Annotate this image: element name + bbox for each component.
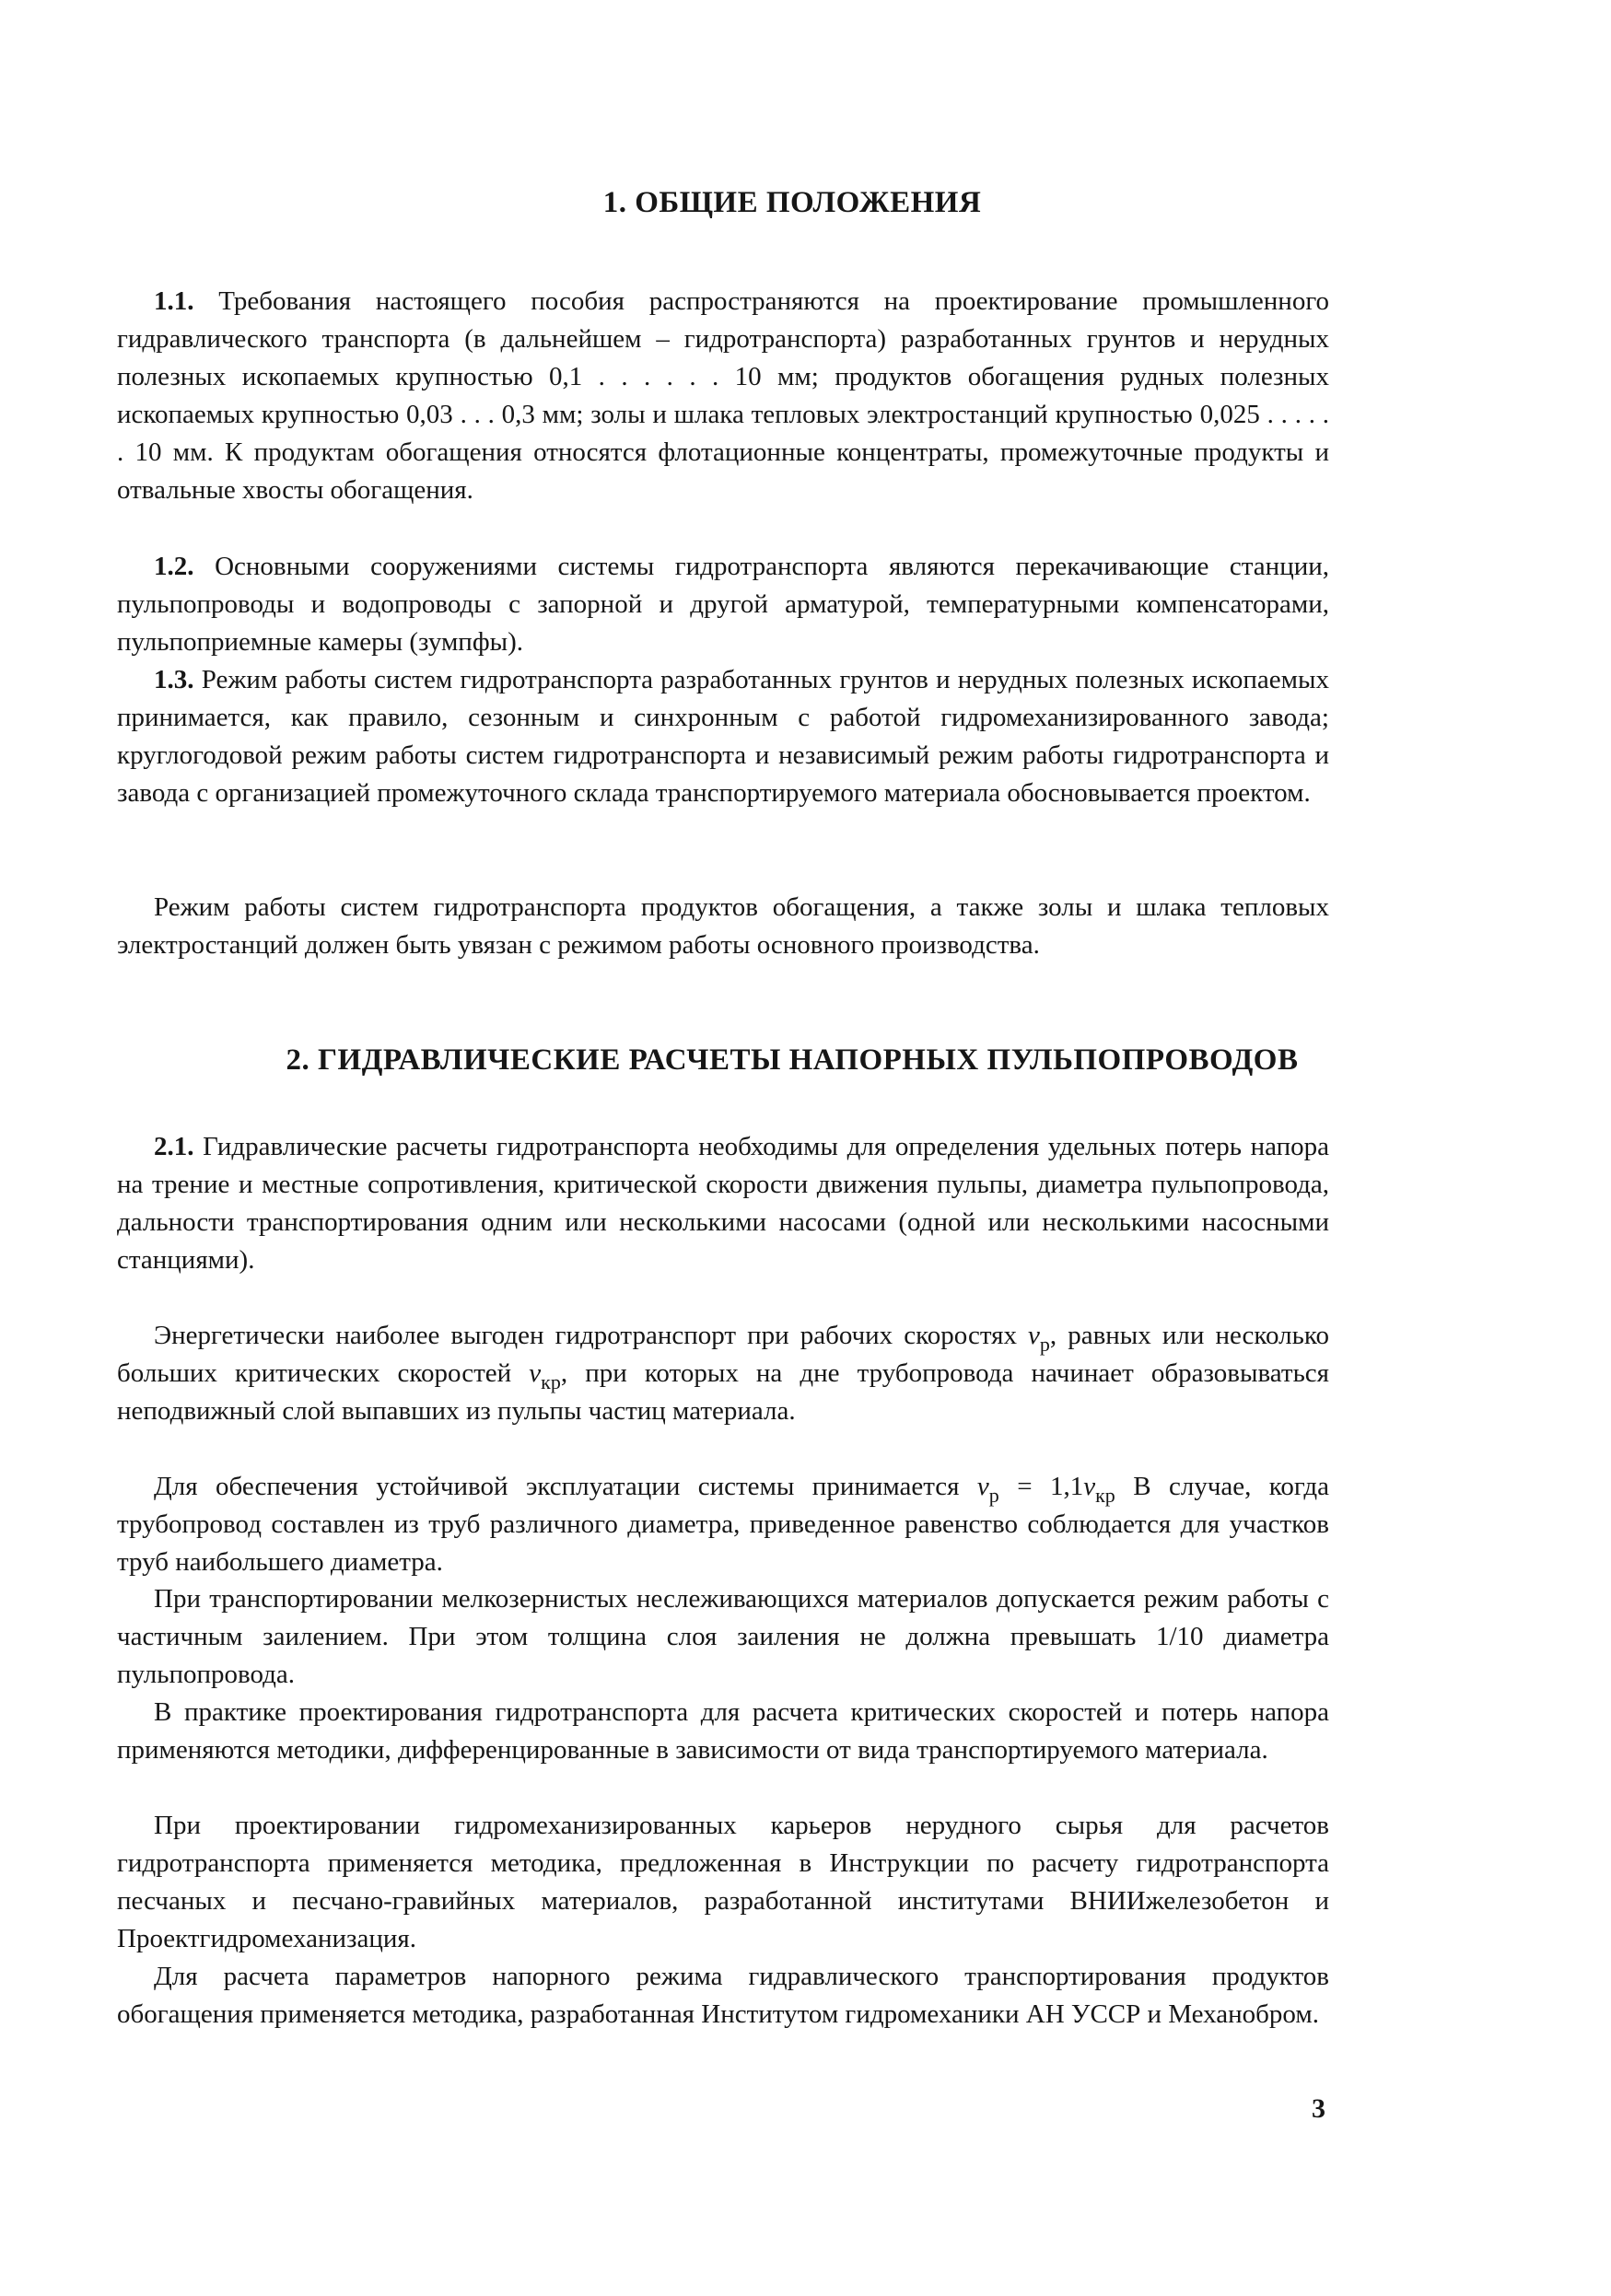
paragraph-1-3-continued: Режим работы систем гидротранспорта продуктов обогащения, а также золы и шлака тепловых электростанций должен быть увязан с режимом работы основного производства. [117,892,1329,960]
page-number: 3 [1312,2093,1325,2124]
text-fragment: В случае, когда трубопровод составлен из труб различного диаметра, приведенное равенство соблюдается для участков труб наибольшего диаметра. [117,1472,1329,1577]
paragraph-1-2 [117,548,1329,661]
paragraph-text: Режим работы систем гидротранспорта разработанных грунтов и нерудных полезных ископаемых принимается, как правило, сезонным и синхронным с работой гидромеханизированного завода; круглогодовой режим работы систем гидротранспорта и независимый режим работы гидротранспорта и завода с организацией промежуточного склада транспортируемого материала обосновывается проектом. [117,665,1330,808]
text-fragment: , равных или несколько больших критических скоростей [117,1321,1329,1388]
subscript-p: р [1039,1333,1050,1356]
subscript-kr: кр [1095,1484,1115,1507]
velocity-symbol: v [1083,1472,1096,1501]
paragraph-text: Требования настоящего пособия распространяются на проектирование промышленного гидравлического транспорта (в дальнейшем – гидротранспорта) разработанных грунтов и нерудных полезных ископаемых крупностью 0,1 . . . . . . 10 мм; продуктов обогащения рудных полезных ископаемых крупностью 0,03 . . . 0,3 мм; золы и шлака тепловых электростанций крупностью 0,025 . . . . . . 10 мм. К продуктам обогащения относятся флотационные концентраты, промежуточные продукты и отвальные хвосты обогащения. [117,286,1329,505]
velocity-symbol: v [1028,1321,1040,1350]
subscript-kr: кр [541,1370,561,1393]
paragraph-working-velocity [117,1317,1329,1430]
paragraph-siltation: При транспортировании мелкозернистых неслеживающихся материалов допускается режим работы с частичным заилением. При этом толщина слоя заиления не должна превышать 1/10 диаметра пульпопровода. [117,1584,1329,1689]
paragraph-1-1 [117,283,1329,509]
paragraph-text: Основными сооружениями системы гидротранспорта являются перекачивающие станции, пульпопроводы и водопроводы с запорной и другой арматурой, температурными компенсаторами, пульпоприемные камеры (зумпфы). [117,552,1330,657]
paragraph-stable-operation [117,1468,1329,1581]
velocity-symbol: v [529,1358,542,1388]
paragraph-1-3 [117,661,1329,812]
paragraph-enrichment-products: Для расчета параметров напорного режима гидравлического транспортирования продуктов обогащения применяется методика, разработанная Институтом гидромеханики АН УССР и Механобром. [117,1962,1329,2029]
equation-fragment: = 1,1 [998,1472,1084,1501]
section-2-heading: 2. ГИДРАВЛИЧЕСКИЕ РАСЧЕТЫ НАПОРНЫХ ПУЛЬПОПРОВОДОВ [286,1043,1299,1077]
paragraph-text: Гидравлические расчеты гидротранспорта необходимы для определения удельных потерь напора на трение и местные сопротивления, критической скорости движения пульпы, диаметра пульпопровода, дальности транспортирования одним или несколькими насосами (одной или несколькими насосными станциями). [117,1132,1329,1275]
paragraph-2-1 [117,1128,1329,1279]
paragraph-number: 1.1. [154,286,194,316]
text-fragment: Для обеспечения устойчивой эксплуатации системы принимается [154,1472,977,1501]
paragraph-quarries: При проектировании гидромеханизированных карьеров нерудного сырья для расчетов гидротранспорта применяется методика, предложенная в Инструкции по расчету гидротранспорта песчаных и песчано-гравийных материалов, разработанной институтами ВНИИжелезобетон и Проектгидромеханизация. [117,1811,1329,1953]
velocity-symbol: v [976,1472,989,1501]
subscript-p: р [988,1484,999,1507]
text-fragment: , при которых на дне трубопровода начинает образовываться неподвижный слой выпавших из пульпы частиц материала. [117,1358,1329,1426]
paragraph-methods: В практике проектирования гидротранспорта для расчета критических скоростей и потерь напора применяются методики, дифференцированные в зависимости от вида транспортируемого материала. [117,1697,1329,1765]
text-fragment: Энергетически наиболее выгоден гидротранспорт при рабочих скоростях [154,1321,1029,1350]
paragraph-number: 2.1. [154,1132,194,1161]
paragraph-number: 1.3. [154,665,194,694]
paragraph-number: 1.2. [154,552,194,581]
section-1-heading: 1. ОБЩИЕ ПОЛОЖЕНИЯ [602,186,982,219]
